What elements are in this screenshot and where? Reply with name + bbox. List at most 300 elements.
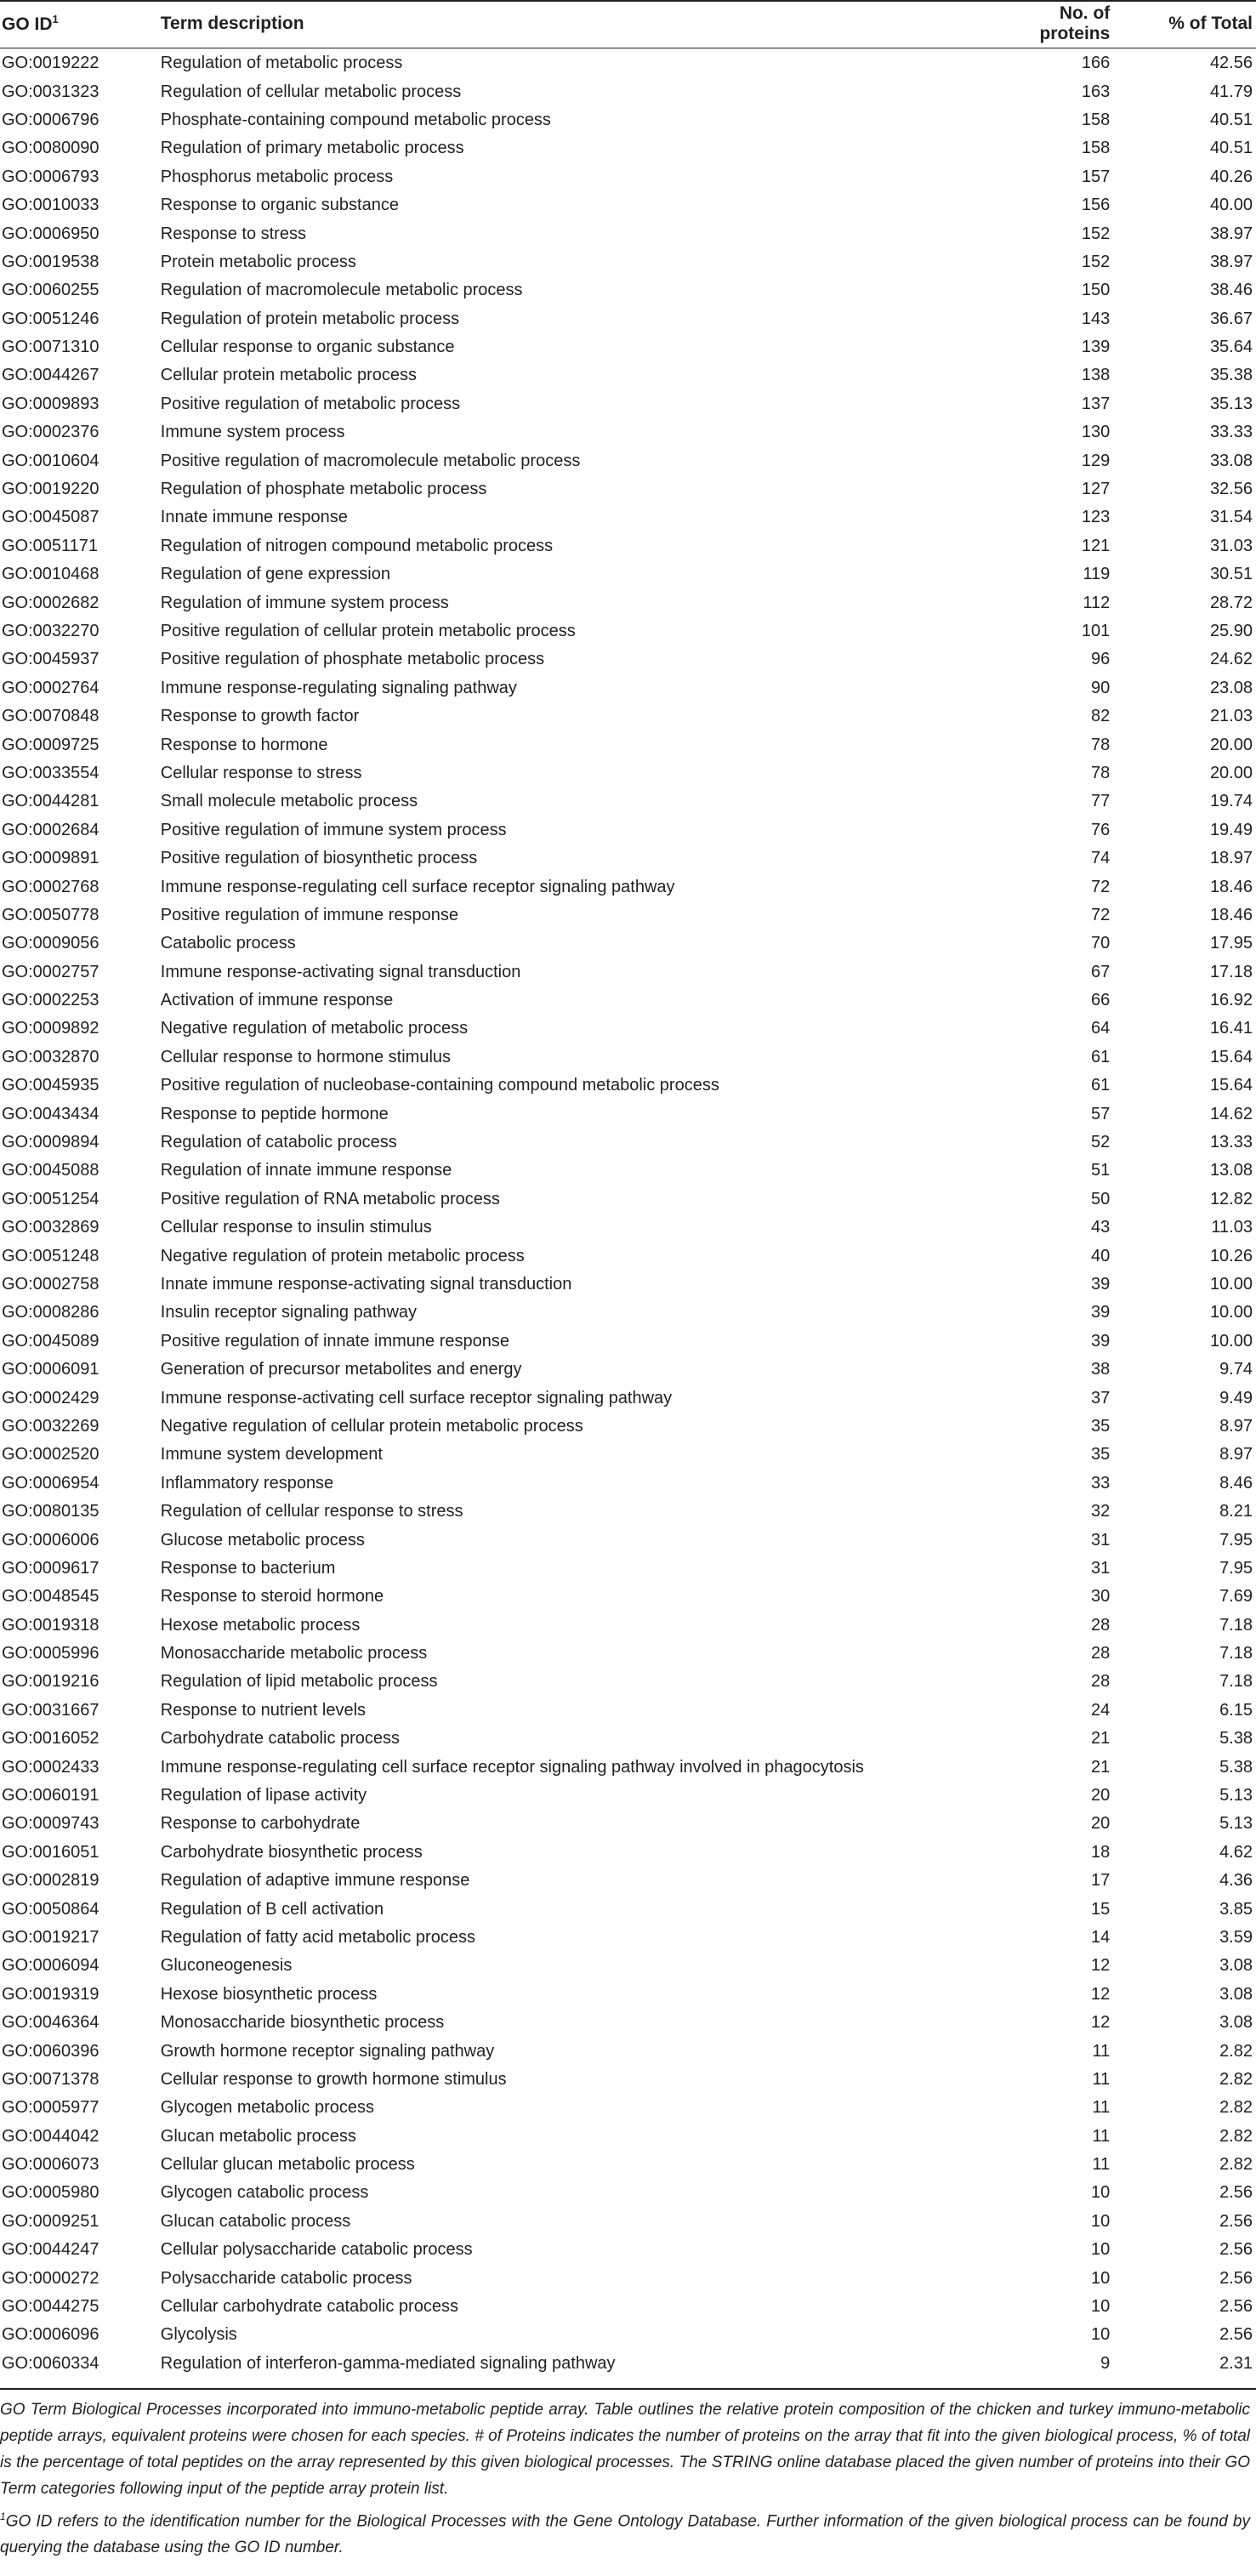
footnote-mark: 1 xyxy=(0,2511,6,2522)
cell-percent-of-total: 23.08 xyxy=(1209,678,1253,697)
cell-percent-of-total: 32.56 xyxy=(1209,480,1253,499)
cell-go-id: GO:0019538 xyxy=(2,252,99,271)
cell-percent-of-total: 30.51 xyxy=(1209,565,1253,584)
cell-go-id: GO:0031667 xyxy=(2,1700,99,1720)
table-row xyxy=(0,2009,1256,2037)
cell-percent-of-total: 5.38 xyxy=(1219,1757,1253,1777)
cell-go-id: GO:0050778 xyxy=(2,905,99,924)
cell-term-description: Glycogen metabolic process xyxy=(160,2098,374,2118)
cell-go-id: GO:0002819 xyxy=(2,1871,99,1891)
cell-no-of-proteins: 21 xyxy=(1091,1757,1111,1777)
table-row xyxy=(0,503,1256,532)
table-row xyxy=(0,702,1256,731)
cell-percent-of-total: 3.85 xyxy=(1219,1899,1253,1919)
header-term-description: Term description xyxy=(160,14,304,33)
cell-term-description: Regulation of interferon-gamma-mediated signaling pathway xyxy=(160,2353,616,2373)
cell-percent-of-total: 8.46 xyxy=(1219,1473,1253,1493)
table-row xyxy=(0,1271,1256,1299)
cell-no-of-proteins: 18 xyxy=(1091,1842,1111,1862)
cell-go-id: GO:0044247 xyxy=(2,2240,99,2260)
cell-go-id: GO:0005996 xyxy=(2,1644,99,1663)
cell-term-description: Negative regulation of metabolic process xyxy=(160,1019,469,1038)
cell-percent-of-total: 28.72 xyxy=(1209,593,1253,612)
cell-no-of-proteins: 33 xyxy=(1091,1473,1111,1493)
cell-term-description: Positive regulation of metabolic process xyxy=(160,394,461,413)
table-row xyxy=(0,589,1256,617)
cell-no-of-proteins: 51 xyxy=(1091,1161,1111,1180)
table-row xyxy=(0,2264,1256,2292)
cell-percent-of-total: 18.46 xyxy=(1209,877,1253,896)
table-row xyxy=(0,645,1256,674)
table-row xyxy=(0,163,1256,191)
cell-percent-of-total: 7.95 xyxy=(1219,1558,1253,1578)
cell-percent-of-total: 5.13 xyxy=(1219,1786,1253,1805)
cell-go-id: GO:0008286 xyxy=(2,1303,99,1322)
cell-term-description: Monosaccharide biosynthetic process xyxy=(160,2013,445,2033)
cell-go-id: GO:0006950 xyxy=(2,224,99,243)
table-row xyxy=(0,1015,1256,1043)
table-row xyxy=(0,1782,1256,1810)
cell-no-of-proteins: 10 xyxy=(1091,2325,1111,2345)
cell-no-of-proteins: 67 xyxy=(1091,962,1111,981)
table-row xyxy=(0,1697,1256,1725)
table-row xyxy=(0,2066,1256,2094)
cell-percent-of-total: 2.56 xyxy=(1219,2297,1253,2317)
cell-no-of-proteins: 14 xyxy=(1091,1927,1111,1947)
table-row xyxy=(0,191,1256,219)
cell-term-description: Immune response-regulating cell surface receptor signaling pathway xyxy=(160,877,675,896)
cell-no-of-proteins: 129 xyxy=(1081,451,1111,470)
cell-percent-of-total: 35.38 xyxy=(1209,366,1253,385)
cell-term-description: Glycogen catabolic process xyxy=(160,2183,369,2203)
cell-percent-of-total: 21.03 xyxy=(1209,707,1253,726)
cell-go-id: GO:0009743 xyxy=(2,1814,99,1834)
table-row xyxy=(0,1526,1256,1554)
cell-no-of-proteins: 66 xyxy=(1091,991,1111,1010)
cell-term-description: Cellular glucan metabolic process xyxy=(160,2155,415,2175)
cell-percent-of-total: 2.82 xyxy=(1219,2155,1253,2175)
cell-no-of-proteins: 112 xyxy=(1083,593,1111,612)
cell-no-of-proteins: 20 xyxy=(1091,1786,1111,1805)
cell-percent-of-total: 13.33 xyxy=(1209,1133,1253,1152)
table-row xyxy=(0,2094,1256,2122)
cell-percent-of-total: 20.00 xyxy=(1209,763,1253,782)
table-row xyxy=(0,134,1256,162)
table-bottom-rule xyxy=(0,2388,1256,2390)
cell-go-id: GO:0002684 xyxy=(2,820,99,839)
header-go-id xyxy=(0,0,161,48)
cell-go-id: GO:0009893 xyxy=(2,394,99,413)
cell-go-id: GO:0019222 xyxy=(2,54,99,73)
table-row xyxy=(0,2208,1256,2236)
table-row xyxy=(0,106,1256,134)
cell-term-description: Carbohydrate biosynthetic process xyxy=(160,1842,423,1862)
cell-go-id: GO:0080135 xyxy=(2,1502,99,1521)
cell-percent-of-total: 16.92 xyxy=(1209,991,1253,1010)
cell-go-id: GO:0002520 xyxy=(2,1445,99,1464)
table-row xyxy=(0,2236,1256,2264)
cell-term-description: Innate immune response-activating signal transduction xyxy=(160,1274,572,1294)
cell-go-id: GO:0006006 xyxy=(2,1530,99,1550)
cell-no-of-proteins: 11 xyxy=(1092,2126,1111,2146)
table-row xyxy=(0,1413,1256,1441)
cell-no-of-proteins: 15 xyxy=(1091,1899,1111,1919)
cell-percent-of-total: 10.00 xyxy=(1209,1331,1253,1351)
cell-go-id: GO:0000272 xyxy=(2,2268,99,2288)
cell-term-description: Regulation of gene expression xyxy=(160,565,390,584)
table-row xyxy=(0,1100,1256,1128)
cell-go-id: GO:0002764 xyxy=(2,678,99,697)
table-row xyxy=(0,1072,1256,1100)
cell-go-id: GO:0045089 xyxy=(2,1331,99,1351)
table-row xyxy=(0,390,1256,418)
cell-percent-of-total: 2.56 xyxy=(1219,2325,1253,2345)
cell-term-description: Positive regulation of RNA metabolic process xyxy=(160,1189,500,1208)
table-footnote xyxy=(0,2504,1250,2561)
cell-term-description: Immune system development xyxy=(160,1445,383,1464)
table-row xyxy=(0,1924,1256,1952)
cell-percent-of-total: 38.97 xyxy=(1209,252,1253,271)
cell-percent-of-total: 11.03 xyxy=(1211,1218,1253,1237)
cell-no-of-proteins: 35 xyxy=(1091,1445,1111,1464)
cell-percent-of-total: 41.79 xyxy=(1209,82,1253,101)
table-row xyxy=(0,2179,1256,2207)
table-row xyxy=(0,788,1256,816)
cell-term-description: Regulation of macromolecule metabolic process xyxy=(160,281,523,300)
cell-go-id: GO:0006073 xyxy=(2,2155,99,2175)
cell-term-description: Positive regulation of nucleobase-containing compound metabolic process xyxy=(160,1076,719,1095)
cell-go-id: GO:0080090 xyxy=(2,139,99,158)
cell-term-description: Immune response-activating signal transduction xyxy=(160,962,521,981)
cell-term-description: Response to nutrient levels xyxy=(160,1700,367,1720)
cell-percent-of-total: 2.82 xyxy=(1219,2069,1253,2089)
cell-go-id: GO:0006091 xyxy=(2,1360,99,1379)
cell-no-of-proteins: 61 xyxy=(1091,1076,1111,1095)
cell-percent-of-total: 31.54 xyxy=(1209,508,1253,527)
cell-no-of-proteins: 11 xyxy=(1092,2041,1111,2061)
cell-percent-of-total: 33.33 xyxy=(1209,423,1253,442)
cell-percent-of-total: 7.18 xyxy=(1219,1644,1253,1663)
cell-go-id: GO:0006793 xyxy=(2,167,99,186)
cell-no-of-proteins: 57 xyxy=(1091,1104,1111,1123)
cell-percent-of-total: 33.08 xyxy=(1209,451,1253,470)
cell-term-description: Regulation of primary metabolic process xyxy=(160,139,464,158)
cell-term-description: Activation of immune response xyxy=(160,991,394,1010)
cell-go-id: GO:0002758 xyxy=(2,1274,99,1294)
cell-no-of-proteins: 31 xyxy=(1091,1558,1111,1578)
cell-go-id: GO:0070848 xyxy=(2,707,99,726)
table-row xyxy=(0,1441,1256,1469)
cell-no-of-proteins: 10 xyxy=(1091,2240,1111,2260)
cell-no-of-proteins: 31 xyxy=(1091,1530,1111,1550)
cell-term-description: Response to stress xyxy=(160,224,306,243)
cell-percent-of-total: 17.18 xyxy=(1209,962,1253,981)
cell-percent-of-total: 7.95 xyxy=(1219,1530,1253,1550)
cell-no-of-proteins: 72 xyxy=(1091,905,1111,924)
cell-go-id: GO:0032870 xyxy=(2,1047,99,1066)
cell-no-of-proteins: 166 xyxy=(1081,54,1111,73)
cell-percent-of-total: 31.03 xyxy=(1209,536,1253,555)
cell-go-id: GO:0019319 xyxy=(2,1984,99,2004)
header-go-id-footnote-mark: 1 xyxy=(52,13,59,26)
cell-term-description: Immune response-regulating signaling pathway xyxy=(160,678,517,697)
cell-no-of-proteins: 30 xyxy=(1091,1587,1111,1606)
cell-go-id: GO:0046364 xyxy=(2,2013,99,2033)
cell-go-id: GO:0045937 xyxy=(2,650,99,669)
cell-percent-of-total: 24.62 xyxy=(1209,650,1253,669)
cell-no-of-proteins: 32 xyxy=(1091,1502,1111,1521)
cell-go-id: GO:0009251 xyxy=(2,2211,99,2231)
header-go-id-label: GO ID xyxy=(2,14,53,34)
table-row xyxy=(0,1129,1256,1157)
cell-no-of-proteins: 72 xyxy=(1091,877,1111,896)
table-row xyxy=(0,844,1256,873)
cell-term-description: Hexose metabolic process xyxy=(160,1615,361,1635)
table-caption: GO Term Biological Processes incorporated into immuno-metabolic peptide array. Table outlines the relative protein composition of the chicken and turkey immuno-metabolic peptide arrays, equivalent proteins were chosen for each species. # of Proteins indicates the number of proteins on the array that fit into the given biological process, % of total is the percentage of total peptides on the array represented by this given biological processes. The STRING online database placed the given number of proteins into their GO Term categories following input of the peptide array protein list. xyxy=(0,2401,1250,2498)
cell-go-id: GO:0009892 xyxy=(2,1019,99,1038)
header-percent-of-total: % of Total xyxy=(1168,14,1253,33)
cell-no-of-proteins: 61 xyxy=(1091,1047,1111,1066)
cell-percent-of-total: 25.90 xyxy=(1209,622,1253,640)
table-row xyxy=(0,1753,1256,1781)
table-row xyxy=(0,1981,1256,2009)
cell-term-description: Regulation of catabolic process xyxy=(160,1133,397,1152)
cell-percent-of-total: 4.62 xyxy=(1219,1842,1253,1862)
cell-term-description: Positive regulation of innate immune response xyxy=(160,1331,509,1351)
cell-no-of-proteins: 39 xyxy=(1091,1303,1111,1322)
cell-go-id: GO:0051248 xyxy=(2,1246,99,1265)
cell-term-description: Immune system process xyxy=(160,423,345,442)
cell-go-id: GO:0009894 xyxy=(2,1133,99,1152)
table-row xyxy=(0,2293,1256,2321)
cell-term-description: Immune response-regulating cell surface receptor signaling pathway involved in phagocytosis xyxy=(160,1757,864,1777)
cell-go-id: GO:0016051 xyxy=(2,1842,99,1862)
cell-percent-of-total: 3.08 xyxy=(1219,1956,1253,1976)
cell-go-id: GO:0060255 xyxy=(2,281,99,300)
cell-term-description: Hexose biosynthetic process xyxy=(160,1984,378,2004)
cell-go-id: GO:0045087 xyxy=(2,508,99,527)
table-row xyxy=(0,1299,1256,1327)
cell-go-id: GO:0002757 xyxy=(2,962,99,981)
cell-no-of-proteins: 43 xyxy=(1091,1218,1111,1237)
cell-term-description: Positive regulation of phosphate metabolic process xyxy=(160,650,545,669)
cell-go-id: GO:0051254 xyxy=(2,1189,99,1208)
cell-go-id: GO:0019220 xyxy=(2,480,99,499)
table-row xyxy=(0,1043,1256,1072)
cell-term-description: Regulation of phosphate metabolic process xyxy=(160,480,487,499)
cell-term-description: Regulation of fatty acid metabolic process xyxy=(160,1927,475,1947)
cell-term-description: Regulation of cellular response to stress xyxy=(160,1502,463,1521)
cell-term-description: Glycolysis xyxy=(160,2325,237,2345)
cell-go-id: GO:0060191 xyxy=(2,1786,99,1805)
cell-percent-of-total: 18.97 xyxy=(1209,849,1253,868)
cell-percent-of-total: 10.26 xyxy=(1209,1246,1253,1265)
cell-percent-of-total: 35.13 xyxy=(1209,394,1253,413)
cell-no-of-proteins: 17 xyxy=(1091,1871,1111,1891)
header-no-of-proteins: No. of proteins xyxy=(1039,3,1111,43)
cell-percent-of-total: 40.26 xyxy=(1209,167,1253,186)
cell-go-id: GO:0032269 xyxy=(2,1416,99,1436)
cell-percent-of-total: 2.31 xyxy=(1219,2353,1253,2373)
cell-no-of-proteins: 121 xyxy=(1081,536,1111,555)
cell-percent-of-total: 36.67 xyxy=(1209,309,1253,328)
cell-term-description: Response to bacterium xyxy=(160,1558,336,1578)
cell-no-of-proteins: 35 xyxy=(1091,1416,1111,1436)
cell-term-description: Positive regulation of cellular protein metabolic process xyxy=(160,622,576,640)
cell-no-of-proteins: 10 xyxy=(1091,2183,1111,2203)
cell-no-of-proteins: 10 xyxy=(1091,2268,1111,2288)
cell-no-of-proteins: 37 xyxy=(1091,1388,1111,1407)
cell-go-id: GO:0071378 xyxy=(2,2069,99,2089)
cell-go-id: GO:0044267 xyxy=(2,366,99,385)
cell-go-id: GO:0006954 xyxy=(2,1473,99,1493)
table-row xyxy=(0,1328,1256,1356)
cell-percent-of-total: 2.56 xyxy=(1219,2183,1253,2203)
table-row xyxy=(0,958,1256,987)
cell-percent-of-total: 19.74 xyxy=(1209,792,1253,811)
table-row xyxy=(0,1214,1256,1242)
cell-term-description: Polysaccharide catabolic process xyxy=(160,2268,412,2288)
cell-go-id: GO:0006096 xyxy=(2,2325,99,2345)
cell-go-id: GO:0002433 xyxy=(2,1757,99,1777)
cell-go-id: GO:0031323 xyxy=(2,82,99,101)
cell-go-id: GO:0019217 xyxy=(2,1927,99,1947)
cell-term-description: Regulation of adaptive immune response xyxy=(160,1871,470,1891)
table-row xyxy=(0,1583,1256,1611)
cell-percent-of-total: 15.64 xyxy=(1209,1076,1253,1095)
cell-go-id: GO:0032869 xyxy=(2,1218,99,1237)
cell-no-of-proteins: 163 xyxy=(1081,82,1111,101)
cell-no-of-proteins: 157 xyxy=(1081,167,1111,186)
cell-no-of-proteins: 11 xyxy=(1092,2155,1111,2175)
table-row xyxy=(0,1810,1256,1838)
cell-go-id: GO:0019216 xyxy=(2,1672,99,1692)
table-row xyxy=(0,2151,1256,2179)
cell-term-description: Response to steroid hormone xyxy=(160,1587,384,1606)
table-row xyxy=(0,1640,1256,1668)
table-row xyxy=(0,418,1256,446)
cell-percent-of-total: 3.08 xyxy=(1219,2013,1253,2033)
cell-no-of-proteins: 12 xyxy=(1091,1956,1111,1976)
table-header-row xyxy=(0,0,1256,48)
cell-percent-of-total: 7.18 xyxy=(1219,1615,1253,1635)
cell-term-description: Response to peptide hormone xyxy=(160,1104,389,1123)
cell-no-of-proteins: 74 xyxy=(1091,849,1111,868)
cell-term-description: Cellular response to hormone stimulus xyxy=(160,1047,452,1066)
cell-go-id: GO:0071310 xyxy=(2,338,99,357)
cell-term-description: Innate immune response xyxy=(160,508,348,527)
cell-percent-of-total: 38.46 xyxy=(1209,281,1253,300)
cell-go-id: GO:0002768 xyxy=(2,877,99,896)
cell-no-of-proteins: 119 xyxy=(1083,565,1111,584)
cell-go-id: GO:0006094 xyxy=(2,1956,99,1976)
cell-percent-of-total: 4.36 xyxy=(1219,1871,1253,1891)
table-row xyxy=(0,1952,1256,1980)
table-row xyxy=(0,1470,1256,1498)
cell-percent-of-total: 35.64 xyxy=(1209,338,1253,357)
cell-no-of-proteins: 11 xyxy=(1092,2069,1111,2089)
cell-no-of-proteins: 139 xyxy=(1081,338,1111,357)
cell-term-description: Cellular response to stress xyxy=(160,763,362,782)
table-row xyxy=(0,1895,1256,1923)
cell-percent-of-total: 3.59 xyxy=(1219,1927,1253,1947)
cell-no-of-proteins: 158 xyxy=(1081,139,1111,158)
cell-term-description: Growth hormone receptor signaling pathway xyxy=(160,2041,495,2061)
table-row xyxy=(0,759,1256,788)
table-row xyxy=(0,77,1256,105)
cell-percent-of-total: 17.95 xyxy=(1209,934,1253,953)
cell-term-description: Carbohydrate catabolic process xyxy=(160,1729,401,1749)
cell-percent-of-total: 38.97 xyxy=(1209,224,1253,243)
cell-go-id: GO:0009891 xyxy=(2,849,99,868)
cell-term-description: Cellular response to organic substance xyxy=(160,338,455,357)
cell-term-description: Phosphate-containing compound metabolic process xyxy=(160,110,551,129)
cell-term-description: Phosphorus metabolic process xyxy=(160,167,394,186)
cell-no-of-proteins: 10 xyxy=(1091,2211,1111,2231)
cell-percent-of-total: 8.21 xyxy=(1219,1502,1253,1521)
cell-no-of-proteins: 40 xyxy=(1091,1246,1111,1265)
cell-go-id: GO:0032270 xyxy=(2,622,99,640)
footnote-text: GO ID refers to the identification number for the Biological Processes with the Gene Ontology Database. Further information of the given biological process can be found by querying the database using the GO ID number. xyxy=(0,2512,1250,2557)
cell-go-id: GO:0043434 xyxy=(2,1104,99,1123)
table-row xyxy=(0,1867,1256,1895)
cell-percent-of-total: 7.69 xyxy=(1219,1587,1253,1606)
cell-percent-of-total: 15.64 xyxy=(1209,1047,1253,1066)
cell-term-description: Positive regulation of immune response xyxy=(160,905,458,924)
cell-percent-of-total: 5.13 xyxy=(1219,1814,1253,1834)
cell-go-id: GO:0044281 xyxy=(2,792,99,811)
cell-term-description: Regulation of lipid metabolic process xyxy=(160,1672,438,1692)
cell-go-id: GO:0009617 xyxy=(2,1558,99,1578)
cell-term-description: Response to growth factor xyxy=(160,707,360,726)
cell-term-description: Insulin receptor signaling pathway xyxy=(160,1303,418,1322)
cell-term-description: Cellular response to insulin stimulus xyxy=(160,1218,432,1237)
cell-percent-of-total: 2.56 xyxy=(1219,2268,1253,2288)
cell-percent-of-total: 2.56 xyxy=(1219,2211,1253,2231)
cell-go-id: GO:0045088 xyxy=(2,1161,99,1180)
cell-go-id: GO:0002682 xyxy=(2,593,99,612)
cell-no-of-proteins: 101 xyxy=(1081,622,1111,640)
cell-go-id: GO:0002253 xyxy=(2,991,99,1010)
cell-no-of-proteins: 138 xyxy=(1081,366,1111,385)
cell-percent-of-total: 40.51 xyxy=(1209,139,1253,158)
table-row xyxy=(0,1384,1256,1412)
cell-go-id: GO:0002429 xyxy=(2,1388,99,1407)
cell-percent-of-total: 42.56 xyxy=(1209,54,1253,73)
cell-percent-of-total: 14.62 xyxy=(1209,1104,1253,1123)
cell-term-description: Glucan catabolic process xyxy=(160,2211,351,2231)
table-row xyxy=(0,2037,1256,2065)
cell-no-of-proteins: 77 xyxy=(1091,792,1111,811)
table-row xyxy=(0,873,1256,901)
table-row xyxy=(0,333,1256,361)
cell-go-id: GO:0005977 xyxy=(2,2098,99,2118)
cell-term-description: Regulation of cellular metabolic process xyxy=(160,82,462,101)
table-row xyxy=(0,1839,1256,1867)
cell-percent-of-total: 20.00 xyxy=(1209,735,1253,754)
cell-no-of-proteins: 24 xyxy=(1091,1700,1111,1720)
cell-no-of-proteins: 21 xyxy=(1091,1729,1111,1749)
cell-no-of-proteins: 10 xyxy=(1091,2297,1111,2317)
table-row xyxy=(0,48,1256,77)
cell-no-of-proteins: 38 xyxy=(1091,1360,1111,1379)
cell-no-of-proteins: 28 xyxy=(1091,1672,1111,1692)
cell-term-description: Inflammatory response xyxy=(160,1473,334,1493)
cell-go-id: GO:0060334 xyxy=(2,2353,99,2373)
cell-go-id: GO:0010033 xyxy=(2,196,99,215)
cell-term-description: Response to hormone xyxy=(160,735,328,754)
cell-term-description: Gluconeogenesis xyxy=(160,1956,293,1976)
